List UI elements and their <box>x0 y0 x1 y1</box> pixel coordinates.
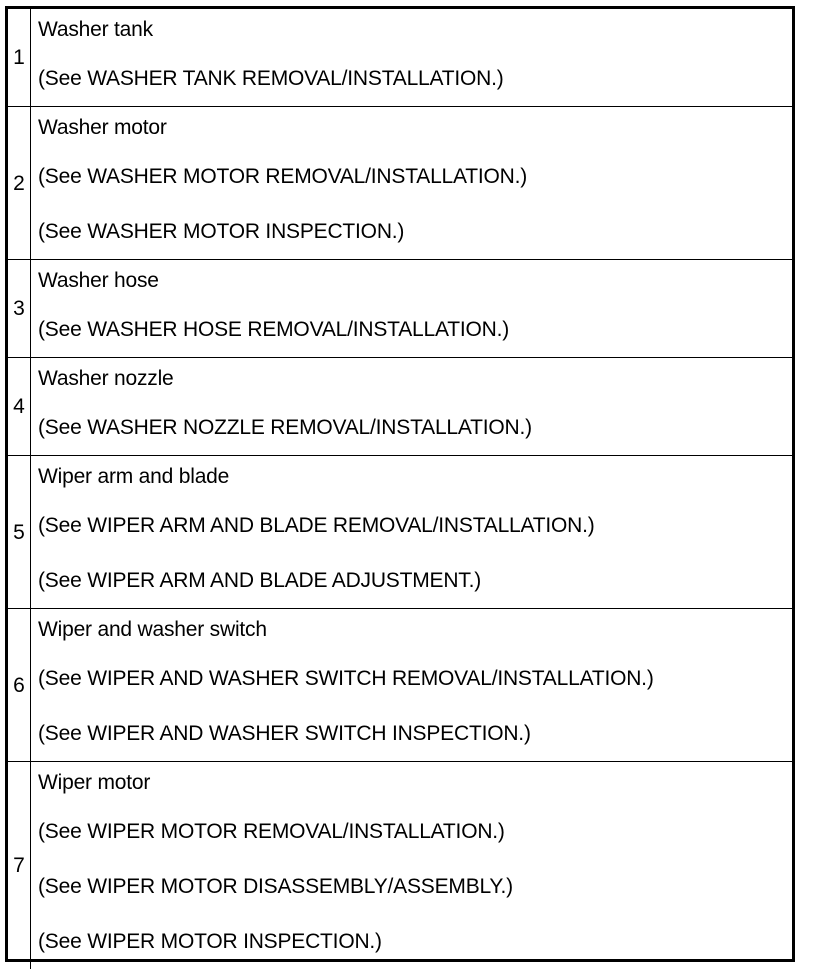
item-description <box>31 456 793 609</box>
procedure-reference: (See WIPER AND WASHER SWITCH INSPECTION.) <box>38 722 531 745</box>
procedure-reference: (See WIPER MOTOR REMOVAL/INSTALLATION.) <box>38 820 505 843</box>
procedure-reference: (See WIPER MOTOR DISASSEMBLY/ASSEMBLY.) <box>38 875 513 898</box>
item-number: 5 <box>8 456 31 609</box>
item-number: 6 <box>8 609 31 762</box>
table-row <box>8 9 792 107</box>
component-reference-table <box>5 6 795 962</box>
component-name: Wiper motor <box>38 771 151 794</box>
component-name: Washer motor <box>38 116 167 139</box>
procedure-reference: (See WASHER MOTOR INSPECTION.) <box>38 220 405 243</box>
procedure-reference: (See WIPER ARM AND BLADE REMOVAL/INSTALLATION.) <box>38 514 595 537</box>
component-name: Washer tank <box>38 18 153 41</box>
item-description <box>31 762 793 970</box>
item-description <box>31 107 793 260</box>
table-body <box>8 9 792 969</box>
table-row <box>8 762 792 970</box>
procedure-reference: (See WIPER ARM AND BLADE ADJUSTMENT.) <box>38 569 482 592</box>
component-name: Wiper and washer switch <box>38 618 267 641</box>
component-name: Wiper arm and blade <box>38 465 230 488</box>
item-number: 3 <box>8 260 31 358</box>
component-table <box>8 9 792 969</box>
item-number: 4 <box>8 358 31 456</box>
table-row <box>8 260 792 358</box>
item-number: 2 <box>8 107 31 260</box>
table-row <box>8 107 792 260</box>
table-row <box>8 609 792 762</box>
procedure-reference: (See WASHER MOTOR REMOVAL/INSTALLATION.) <box>38 165 528 188</box>
item-number: 7 <box>8 762 31 970</box>
procedure-reference: (See WASHER TANK REMOVAL/INSTALLATION.) <box>38 67 504 90</box>
component-name: Washer nozzle <box>38 367 174 390</box>
item-description <box>31 609 793 762</box>
procedure-reference: (See WIPER MOTOR INSPECTION.) <box>38 930 382 953</box>
procedure-reference: (See WASHER NOZZLE REMOVAL/INSTALLATION.) <box>38 416 532 439</box>
item-number: 1 <box>8 9 31 107</box>
item-description <box>31 260 793 358</box>
table-row <box>8 358 792 456</box>
item-description <box>31 358 793 456</box>
procedure-reference: (See WASHER HOSE REMOVAL/INSTALLATION.) <box>38 318 510 341</box>
component-name: Washer hose <box>38 269 159 292</box>
item-description <box>31 9 793 107</box>
table-row <box>8 456 792 609</box>
procedure-reference: (See WIPER AND WASHER SWITCH REMOVAL/INSTALLATION.) <box>38 667 654 690</box>
